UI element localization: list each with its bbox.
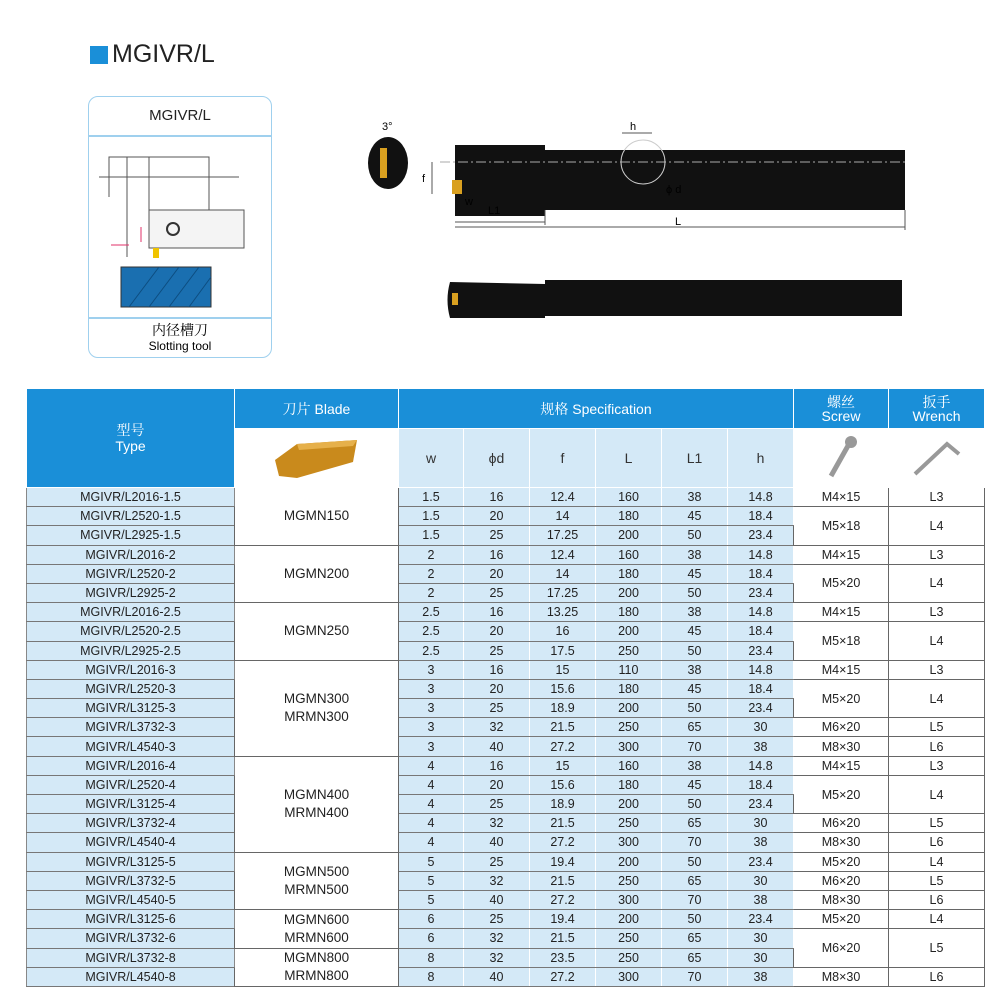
spec-cell: 250 — [596, 718, 662, 737]
spec-cell: 65 — [662, 871, 728, 890]
spec-cell: 16 — [464, 545, 530, 564]
table-row — [27, 756, 985, 775]
spec-cell: 23.4 — [728, 583, 794, 602]
spec-cell: 20 — [464, 507, 530, 526]
type-cell: MGIVR/L2520-3 — [27, 679, 235, 698]
screw-cell: M8×30 — [794, 737, 889, 756]
spec-cell: 21.5 — [530, 814, 596, 833]
wrench-cell: L6 — [889, 737, 985, 756]
spec-cell: 23.4 — [728, 852, 794, 871]
spec-cell: 27.2 — [530, 737, 596, 756]
blade-icon — [235, 429, 399, 488]
wrench-cell: L5 — [889, 929, 985, 967]
spec-cell: 38 — [728, 890, 794, 909]
spec-cell: 38 — [662, 756, 728, 775]
spec-cell: 15 — [530, 660, 596, 679]
wrench-cell: L4 — [889, 679, 985, 717]
screw-cell: M6×20 — [794, 929, 889, 967]
screw-cell: M5×20 — [794, 775, 889, 813]
table-row — [27, 814, 985, 833]
spec-cell: 30 — [728, 718, 794, 737]
wrench-cell: L3 — [889, 603, 985, 622]
spec-cell: 14 — [530, 507, 596, 526]
svg-text:L: L — [675, 216, 682, 228]
screw-cell: M4×15 — [794, 488, 889, 507]
type-cell: MGIVR/L3125-4 — [27, 795, 235, 814]
blade-cell: MGMN300 MRMN300 — [235, 660, 399, 756]
blade-cell: MGMN200 — [235, 545, 399, 603]
type-cell: MGIVR/L3732-3 — [27, 718, 235, 737]
screw-cell: M5×18 — [794, 622, 889, 660]
spec-cell: 14.8 — [728, 756, 794, 775]
page-title: MGIVR/L — [90, 40, 215, 69]
spec-cell: 25 — [464, 795, 530, 814]
table-row — [27, 929, 985, 948]
spec-cell: 12.4 — [530, 545, 596, 564]
spec-cell: 16 — [530, 622, 596, 641]
screw-icon — [794, 429, 889, 488]
spec-cell: 8 — [399, 967, 464, 986]
wrench-cell: L4 — [889, 622, 985, 660]
screw-cell: M8×30 — [794, 967, 889, 986]
type-cell: MGIVR/L3732-5 — [27, 871, 235, 890]
spec-cell: 6 — [399, 929, 464, 948]
spec-cell: 50 — [662, 526, 728, 545]
spec-cell: 32 — [464, 814, 530, 833]
type-cell: MGIVR/L2925-1.5 — [27, 526, 235, 545]
spec-cell: 70 — [662, 967, 728, 986]
spec-cell: 70 — [662, 890, 728, 909]
svg-text:L1: L1 — [488, 205, 501, 217]
spec-cell: 1.5 — [399, 507, 464, 526]
spec-cell: 30 — [728, 871, 794, 890]
blade-cell: MGMN600 MRMN600 — [235, 910, 399, 948]
table-row — [27, 871, 985, 890]
header-blade: 刀片 Blade — [235, 389, 399, 429]
wrench-cell: L5 — [889, 871, 985, 890]
spec-cell: 300 — [596, 890, 662, 909]
spec-cell: 200 — [596, 583, 662, 602]
screw-cell: M5×20 — [794, 910, 889, 929]
spec-cell: 3 — [399, 679, 464, 698]
spec-cell: 250 — [596, 929, 662, 948]
spec-cell: 200 — [596, 795, 662, 814]
spec-cell: 23.4 — [728, 641, 794, 660]
spec-cell: 23.4 — [728, 699, 794, 718]
spec-cell: 23.4 — [728, 795, 794, 814]
blade-cell: MGMN250 — [235, 603, 399, 661]
table-row — [27, 679, 985, 698]
spec-cell: 18.9 — [530, 795, 596, 814]
specification-table — [26, 388, 985, 987]
type-cell: MGIVR/L2016-1.5 — [27, 488, 235, 507]
type-cell: MGIVR/L3125-5 — [27, 852, 235, 871]
header-screw: 螺丝 Screw — [794, 389, 889, 429]
spec-cell: 20 — [464, 775, 530, 794]
spec-cell: 4 — [399, 775, 464, 794]
svg-text:ϕ d: ϕ d — [666, 184, 682, 196]
type-cell: MGIVR/L3732-8 — [27, 948, 235, 967]
table-row — [27, 833, 985, 852]
table-row — [27, 967, 985, 986]
type-cell: MGIVR/L2016-3 — [27, 660, 235, 679]
spec-cell: 1.5 — [399, 488, 464, 507]
header-h: h — [728, 429, 794, 488]
spec-cell: 5 — [399, 890, 464, 909]
wrench-cell: L6 — [889, 833, 985, 852]
spec-cell: 30 — [728, 929, 794, 948]
spec-cell: 21.5 — [530, 929, 596, 948]
spec-cell: 50 — [662, 852, 728, 871]
header-L: L — [596, 429, 662, 488]
spec-cell: 50 — [662, 795, 728, 814]
type-cell: MGIVR/L2016-2.5 — [27, 603, 235, 622]
spec-cell: 40 — [464, 737, 530, 756]
spec-cell: 4 — [399, 833, 464, 852]
wrench-cell: L3 — [889, 756, 985, 775]
spec-cell: 20 — [464, 622, 530, 641]
card-label-cn: 内径槽刀 — [152, 322, 208, 338]
spec-cell: 2.5 — [399, 641, 464, 660]
spec-cell: 45 — [662, 507, 728, 526]
spec-cell: 5 — [399, 871, 464, 890]
spec-cell: 32 — [464, 929, 530, 948]
spec-cell: 14.8 — [728, 545, 794, 564]
spec-cell: 19.4 — [530, 852, 596, 871]
spec-cell: 200 — [596, 526, 662, 545]
table-row — [27, 660, 985, 679]
spec-cell: 15.6 — [530, 679, 596, 698]
spec-cell: 25 — [464, 641, 530, 660]
spec-cell: 13.25 — [530, 603, 596, 622]
screw-cell: M5×20 — [794, 564, 889, 602]
spec-cell: 250 — [596, 814, 662, 833]
spec-cell: 38 — [728, 737, 794, 756]
spec-cell: 180 — [596, 679, 662, 698]
type-cell: MGIVR/L2016-2 — [27, 545, 235, 564]
spec-cell: 18.9 — [530, 699, 596, 718]
spec-cell: 70 — [662, 833, 728, 852]
table-row — [27, 622, 985, 641]
spec-cell: 2 — [399, 564, 464, 583]
spec-cell: 300 — [596, 737, 662, 756]
screw-cell: M5×18 — [794, 507, 889, 545]
spec-cell: 200 — [596, 699, 662, 718]
header-spec: 规格 Specification — [399, 389, 794, 429]
type-cell: MGIVR/L2016-4 — [27, 756, 235, 775]
screw-cell: M5×20 — [794, 679, 889, 717]
screw-cell: M8×30 — [794, 833, 889, 852]
spec-cell: 50 — [662, 641, 728, 660]
table-row — [27, 507, 985, 526]
spec-cell: 16 — [464, 660, 530, 679]
wrench-cell: L3 — [889, 545, 985, 564]
spec-cell: 27.2 — [530, 833, 596, 852]
spec-cell: 50 — [662, 699, 728, 718]
tool-drawing — [0, 0, 1000, 380]
type-cell: MGIVR/L3125-6 — [27, 910, 235, 929]
type-cell: MGIVR/L3732-6 — [27, 929, 235, 948]
type-cell: MGIVR/L2520-1.5 — [27, 507, 235, 526]
spec-cell: 25 — [464, 699, 530, 718]
spec-cell: 15 — [530, 756, 596, 775]
type-cell: MGIVR/L4540-5 — [27, 890, 235, 909]
spec-cell: 38 — [728, 967, 794, 986]
spec-cell: 16 — [464, 603, 530, 622]
spec-cell: 14.8 — [728, 660, 794, 679]
spec-cell: 250 — [596, 948, 662, 967]
spec-cell: 19.4 — [530, 910, 596, 929]
spec-cell: 38 — [662, 603, 728, 622]
spec-cell: 4 — [399, 795, 464, 814]
svg-text:w: w — [465, 196, 473, 208]
spec-cell: 18.4 — [728, 775, 794, 794]
wrench-cell: L5 — [889, 718, 985, 737]
type-cell: MGIVR/L4540-4 — [27, 833, 235, 852]
spec-cell: 23.5 — [530, 948, 596, 967]
spec-cell: 17.5 — [530, 641, 596, 660]
spec-cell: 3 — [399, 737, 464, 756]
spec-cell: 40 — [464, 967, 530, 986]
screw-cell: M6×20 — [794, 814, 889, 833]
svg-text:f: f — [422, 173, 426, 185]
wrench-cell: L3 — [889, 488, 985, 507]
spec-cell: 32 — [464, 718, 530, 737]
spec-cell: 300 — [596, 833, 662, 852]
spec-cell: 65 — [662, 929, 728, 948]
spec-cell: 45 — [662, 679, 728, 698]
spec-cell: 15.6 — [530, 775, 596, 794]
spec-cell: 1.5 — [399, 526, 464, 545]
wrench-cell: L4 — [889, 564, 985, 602]
wrench-cell: L4 — [889, 852, 985, 871]
type-cell: MGIVR/L3732-4 — [27, 814, 235, 833]
screw-cell: M4×15 — [794, 603, 889, 622]
spec-cell: 8 — [399, 948, 464, 967]
type-cell: MGIVR/L4540-3 — [27, 737, 235, 756]
table-row — [27, 603, 985, 622]
table-row — [27, 737, 985, 756]
spec-cell: 23.4 — [728, 526, 794, 545]
spec-cell: 20 — [464, 679, 530, 698]
screw-cell: M6×20 — [794, 871, 889, 890]
spec-cell: 180 — [596, 775, 662, 794]
spec-cell: 32 — [464, 871, 530, 890]
spec-cell: 16 — [464, 756, 530, 775]
spec-cell: 180 — [596, 564, 662, 583]
spec-cell: 21.5 — [530, 871, 596, 890]
header-wrench: 扳手 Wrench — [889, 389, 985, 429]
spec-cell: 14.8 — [728, 488, 794, 507]
boring-bar-drawing — [455, 145, 905, 216]
wrench-icon — [889, 429, 985, 488]
spec-cell: 14.8 — [728, 603, 794, 622]
spec-cell: 38 — [662, 488, 728, 507]
table-row — [27, 910, 985, 929]
spec-cell: 65 — [662, 948, 728, 967]
spec-cell: 30 — [728, 814, 794, 833]
spec-cell: 38 — [662, 545, 728, 564]
card-title: MGIVR/L — [89, 97, 271, 137]
spec-cell: 180 — [596, 507, 662, 526]
spec-cell: 17.25 — [530, 526, 596, 545]
spec-cell: 25 — [464, 852, 530, 871]
blade-cell: MGMN500 MRMN500 — [235, 852, 399, 910]
screw-cell: M4×15 — [794, 545, 889, 564]
tool-head-view — [368, 137, 408, 189]
spec-cell: 12.4 — [530, 488, 596, 507]
spec-cell: 70 — [662, 737, 728, 756]
wrench-cell: L4 — [889, 775, 985, 813]
spec-cell: 160 — [596, 545, 662, 564]
spec-cell: 27.2 — [530, 967, 596, 986]
spec-cell: 4 — [399, 756, 464, 775]
spec-cell: 18.4 — [728, 507, 794, 526]
type-cell: MGIVR/L2925-2 — [27, 583, 235, 602]
table-row — [27, 890, 985, 909]
screw-cell: M5×20 — [794, 852, 889, 871]
header-L1: L1 — [662, 429, 728, 488]
spec-cell: 3 — [399, 660, 464, 679]
spec-cell: 23.4 — [728, 910, 794, 929]
spec-cell: 65 — [662, 718, 728, 737]
spec-cell: 18.4 — [728, 564, 794, 583]
spec-cell: 40 — [464, 890, 530, 909]
spec-cell: 25 — [464, 526, 530, 545]
spec-cell: 3 — [399, 718, 464, 737]
blade-cell: MGMN800 MRMN800 — [235, 948, 399, 986]
wrench-cell: L5 — [889, 814, 985, 833]
type-cell: MGIVR/L2520-2.5 — [27, 622, 235, 641]
spec-cell: 160 — [596, 756, 662, 775]
spec-cell: 25 — [464, 910, 530, 929]
spec-cell: 180 — [596, 603, 662, 622]
header-w: w — [399, 429, 464, 488]
table-row — [27, 775, 985, 794]
header-type: 型号 Type — [27, 389, 235, 488]
screw-cell: M4×15 — [794, 660, 889, 679]
spec-cell: 16 — [464, 488, 530, 507]
screw-cell: M8×30 — [794, 890, 889, 909]
spec-cell: 250 — [596, 641, 662, 660]
spec-cell: 17.25 — [530, 583, 596, 602]
spec-cell: 18.4 — [728, 622, 794, 641]
spec-cell: 18.4 — [728, 679, 794, 698]
svg-text:h: h — [630, 121, 637, 133]
blade-cell: MGMN400 MRMN400 — [235, 756, 399, 852]
spec-cell: 21.5 — [530, 718, 596, 737]
spec-cell: 2.5 — [399, 622, 464, 641]
wrench-cell: L4 — [889, 507, 985, 545]
type-cell: MGIVR/L2925-2.5 — [27, 641, 235, 660]
spec-cell: 45 — [662, 622, 728, 641]
spec-cell: 65 — [662, 814, 728, 833]
spec-cell: 14 — [530, 564, 596, 583]
screw-cell: M6×20 — [794, 718, 889, 737]
spec-cell: 200 — [596, 622, 662, 641]
spec-cell: 200 — [596, 910, 662, 929]
spec-cell: 38 — [662, 660, 728, 679]
spec-cell: 50 — [662, 583, 728, 602]
table-row — [27, 488, 985, 507]
spec-cell: 2 — [399, 583, 464, 602]
spec-cell: 2.5 — [399, 603, 464, 622]
table-row — [27, 564, 985, 583]
spec-cell: 6 — [399, 910, 464, 929]
spec-cell: 45 — [662, 564, 728, 583]
spec-cell: 5 — [399, 852, 464, 871]
header-d: ϕd — [464, 429, 530, 488]
type-cell: MGIVR/L2520-4 — [27, 775, 235, 794]
spec-cell: 250 — [596, 871, 662, 890]
header-f: f — [530, 429, 596, 488]
spec-cell: 110 — [596, 660, 662, 679]
spec-cell: 160 — [596, 488, 662, 507]
spec-cell: 200 — [596, 852, 662, 871]
wrench-cell: L4 — [889, 910, 985, 929]
table-row — [27, 545, 985, 564]
spec-cell: 30 — [728, 948, 794, 967]
spec-cell: 45 — [662, 775, 728, 794]
spec-cell: 40 — [464, 833, 530, 852]
spec-cell: 50 — [662, 910, 728, 929]
type-cell: MGIVR/L3125-3 — [27, 699, 235, 718]
boring-bar-photo — [448, 280, 903, 318]
spec-cell: 38 — [728, 833, 794, 852]
screw-cell: M4×15 — [794, 756, 889, 775]
type-cell: MGIVR/L2520-2 — [27, 564, 235, 583]
angle-label: 3° — [382, 121, 393, 133]
blade-cell: MGMN150 — [235, 488, 399, 546]
spec-cell: 32 — [464, 948, 530, 967]
table-row — [27, 718, 985, 737]
spec-cell: 2 — [399, 545, 464, 564]
card-label-en: Slotting tool — [148, 339, 212, 353]
table-row — [27, 852, 985, 871]
spec-cell: 27.2 — [530, 890, 596, 909]
wrench-cell: L6 — [889, 890, 985, 909]
wrench-cell: L3 — [889, 660, 985, 679]
spec-cell: 25 — [464, 583, 530, 602]
wrench-cell: L6 — [889, 967, 985, 986]
type-cell: MGIVR/L4540-8 — [27, 967, 235, 986]
spec-cell: 4 — [399, 814, 464, 833]
spec-cell: 20 — [464, 564, 530, 583]
spec-cell: 300 — [596, 967, 662, 986]
spec-cell: 3 — [399, 699, 464, 718]
